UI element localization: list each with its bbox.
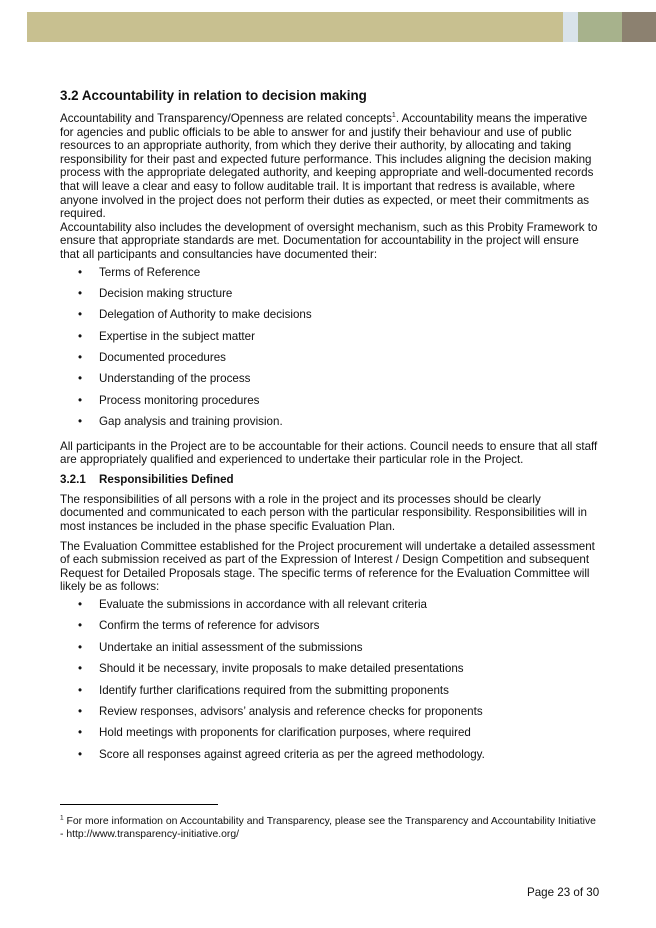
- section-paragraph-2: Accountability also includes the development of oversight mechanism, such as this Probity Framework to ensure that appropriate standards are met. Documentation for accountability in the project will ensure that all participants and consultancies have documented their:: [60, 220, 598, 261]
- list-item-text: Documented procedures: [99, 351, 226, 365]
- list-item: [60, 641, 598, 662]
- list-item-text: Expertise in the subject matter: [99, 329, 255, 343]
- bullet-icon: •: [78, 393, 83, 407]
- subsection-title: Responsibilities Defined: [99, 472, 234, 486]
- bullet-icon: •: [78, 308, 83, 322]
- page-number: Page 23 of 30: [527, 886, 600, 899]
- terms-of-reference-list: [60, 598, 598, 769]
- documentation-list: [60, 266, 598, 437]
- list-item-text: Score all responses against agreed criteria as per the agreed methodology.: [99, 747, 485, 761]
- header-accent-green: [578, 12, 622, 42]
- bullet-icon: •: [78, 726, 83, 740]
- header-accent-light: [563, 12, 578, 42]
- list-item: [60, 684, 598, 705]
- list-item-text: Identify further clarifications required from the submitting proponents: [99, 683, 449, 697]
- footnote-marker: 1: [60, 814, 64, 822]
- list-item: [60, 598, 598, 619]
- bullet-icon: •: [78, 683, 83, 697]
- subsection-paragraph-1: The responsibilities of all persons with a role in the project and its processes should be clearly documented and communicated to each person with the particular responsibility. Responsibilities will in most instances be included in the phase specific Evaluation Plan.: [60, 492, 587, 534]
- list-item: [60, 351, 598, 372]
- list-item: [60, 372, 598, 393]
- section-paragraph-1: Accountability and Transparency/Openness are related concepts$^1$. Accountability means the imperative for agencies and public officials to be able to answer for and justify their behaviour and use of public resources to an appropriate authority, from which they derive their authority, by allocating and taking responsibility for their past and expected future performance. This includes aligning the decision making process with the appropriate delegated authority, and keeping appropriate and well-documented records that will leave a clear and easy to follow auditable trail. It is important that redress is available, where anyone involved in the project does not perform their duties as expected, or meet their commitments as required.: [60, 112, 594, 221]
- section-heading: 3.2 Accountability in relation to decision making: [60, 88, 367, 103]
- list-item-text: Evaluate the submissions in accordance with all relevant criteria: [99, 598, 428, 611]
- bullet-icon: •: [78, 329, 83, 343]
- list-item-text: Confirm the terms of reference for advisors: [99, 619, 320, 633]
- list-item: [60, 394, 598, 415]
- list-item-text: Should it be necessary, invite proposals to make detailed presentations: [99, 662, 464, 676]
- section-paragraph-3: All participants in the Project are to be accountable for their actions. Council needs to ensure that all staff are appropriately qualified and experienced to undertake their particular role in the Project.: [60, 439, 598, 467]
- list-item-text: Decision making structure: [99, 286, 233, 300]
- list-item: [60, 266, 598, 287]
- list-item: [60, 330, 598, 351]
- bullet-icon: •: [78, 662, 83, 676]
- subsection-number: 3.2.1: [60, 472, 86, 486]
- list-item: [60, 662, 598, 683]
- bullet-icon: •: [78, 640, 83, 654]
- bullet-icon: •: [78, 747, 83, 761]
- list-item: [60, 415, 598, 436]
- footnote-reference[interactable]: 1: [391, 112, 396, 120]
- list-item-text: Delegation of Authority to make decisions: [99, 308, 312, 322]
- bullet-icon: •: [78, 704, 83, 718]
- list-item-text: Process monitoring procedures: [99, 393, 260, 407]
- list-item-text: Terms of Reference: [99, 265, 201, 279]
- bullet-icon: •: [78, 286, 83, 300]
- list-item: [60, 726, 598, 747]
- footnote-text: For more information on Accountability and Transparency, please see the Transparency and Accountability Initiative - http://www.transparency-initiative.org/: [60, 816, 596, 840]
- subsection-heading: [60, 473, 598, 487]
- list-item-text: Undertake an initial assessment of the submissions: [99, 640, 363, 654]
- bullet-icon: •: [78, 619, 83, 633]
- header-band: [27, 12, 656, 42]
- bullet-icon: •: [78, 265, 83, 279]
- footnote-divider: [60, 804, 218, 805]
- list-item-text: Gap analysis and training provision.: [99, 415, 283, 429]
- list-item-text: Hold meetings with proponents for clarification purposes, where required: [99, 726, 471, 740]
- subsection-paragraph-2: The Evaluation Committee established for the Project procurement will undertake a detailed assessment of each submission received as part of the Expression of Interest / Design Competition and subsequent Request for Detailed Proposals stage. The specific terms of reference for the Evaluation Committee will likely be as follows:: [60, 539, 595, 594]
- list-item-text: Review responses, advisors’ analysis and reference checks for proponents: [99, 704, 483, 718]
- list-item: [60, 748, 598, 769]
- bullet-icon: •: [78, 372, 83, 386]
- list-item: [60, 705, 598, 726]
- footnote: [60, 815, 600, 841]
- list-item: [60, 619, 598, 640]
- bullet-icon: •: [78, 598, 83, 611]
- bullet-icon: •: [78, 351, 83, 365]
- bullet-icon: •: [78, 415, 83, 429]
- list-item-text: Understanding of the process: [99, 372, 251, 386]
- list-item: [60, 287, 598, 308]
- list-item: [60, 308, 598, 329]
- document-body: [60, 88, 598, 772]
- header-accent-dark: [622, 12, 656, 42]
